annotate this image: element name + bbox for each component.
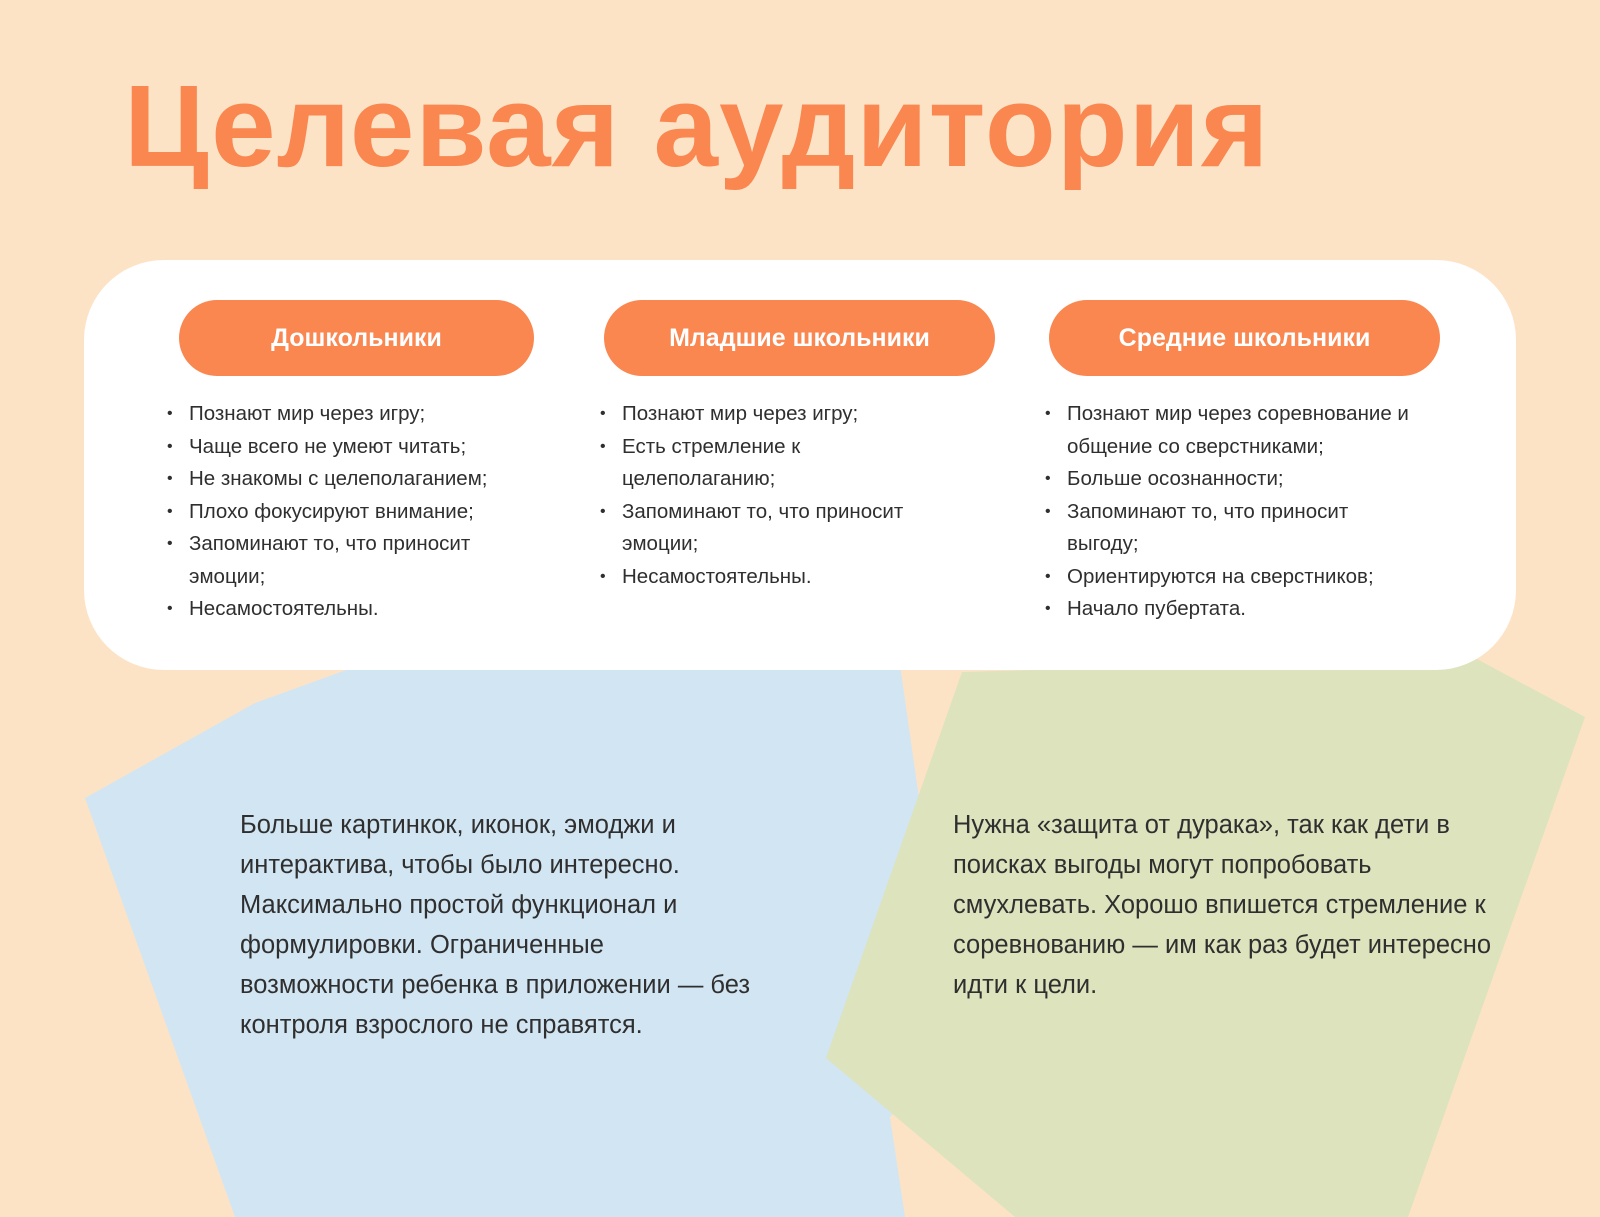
list-item: • Больше осознанности; (1045, 463, 1440, 496)
middle-schoolers-list (1045, 398, 1440, 626)
note-younger: Больше картинкок, иконок, эмоджи и интерактива, чтобы было интересно. Максимально простой функционал и формулировки. Ограниченные возможности ребенка в приложении — без контроля взрослого не справятся. (240, 811, 751, 1039)
note-older: Нужна «защита от дурака», так как дети в поисках выгоды могут попробовать смухлевать. Хорошо впишется стремление к соревнованию — им как раз будет интересно идти к цели. (953, 811, 1492, 999)
list-item: • Запоминают то, что приносит выгоду; (1045, 496, 1387, 561)
list-item: • Чаще всего не умеют читать; (167, 431, 527, 464)
list-item: • Несамостоятельны. (600, 561, 960, 594)
list-item: • Запоминают то, что приносит эмоции; (600, 496, 942, 561)
list-item: • Несамостоятельны. (167, 593, 527, 626)
list-item: • Запоминают то, что приносит эмоции; (167, 528, 509, 593)
list-item: • Есть стремление к целеполаганию; (600, 431, 822, 496)
preschoolers-button[interactable]: Дошкольники (179, 300, 534, 376)
column-junior-schoolers (604, 300, 995, 593)
list-item: • Ориентируются на сверстников; (1045, 561, 1440, 594)
page-title: Целевая аудитория (124, 61, 1270, 191)
list-item: • Познают мир через игру; (600, 398, 960, 431)
preschoolers-list (167, 398, 527, 626)
list-item: • Не знакомы с целеполаганием; (167, 463, 527, 496)
column-preschoolers (179, 300, 534, 626)
junior-schoolers-list (600, 398, 960, 593)
list-item: • Начало пубертата. (1045, 593, 1440, 626)
list-item: • Познают мир через игру; (167, 398, 527, 431)
list-item: • Познают мир через соревнование и общение со сверстниками; (1045, 398, 1440, 463)
audience-card (84, 260, 1516, 670)
middle-schoolers-button[interactable]: Средние школьники (1049, 300, 1440, 376)
junior-schoolers-button[interactable]: Младшие школьники (604, 300, 995, 376)
list-item: • Плохо фокусируют внимание; (167, 496, 527, 529)
column-middle-schoolers (1049, 300, 1440, 626)
